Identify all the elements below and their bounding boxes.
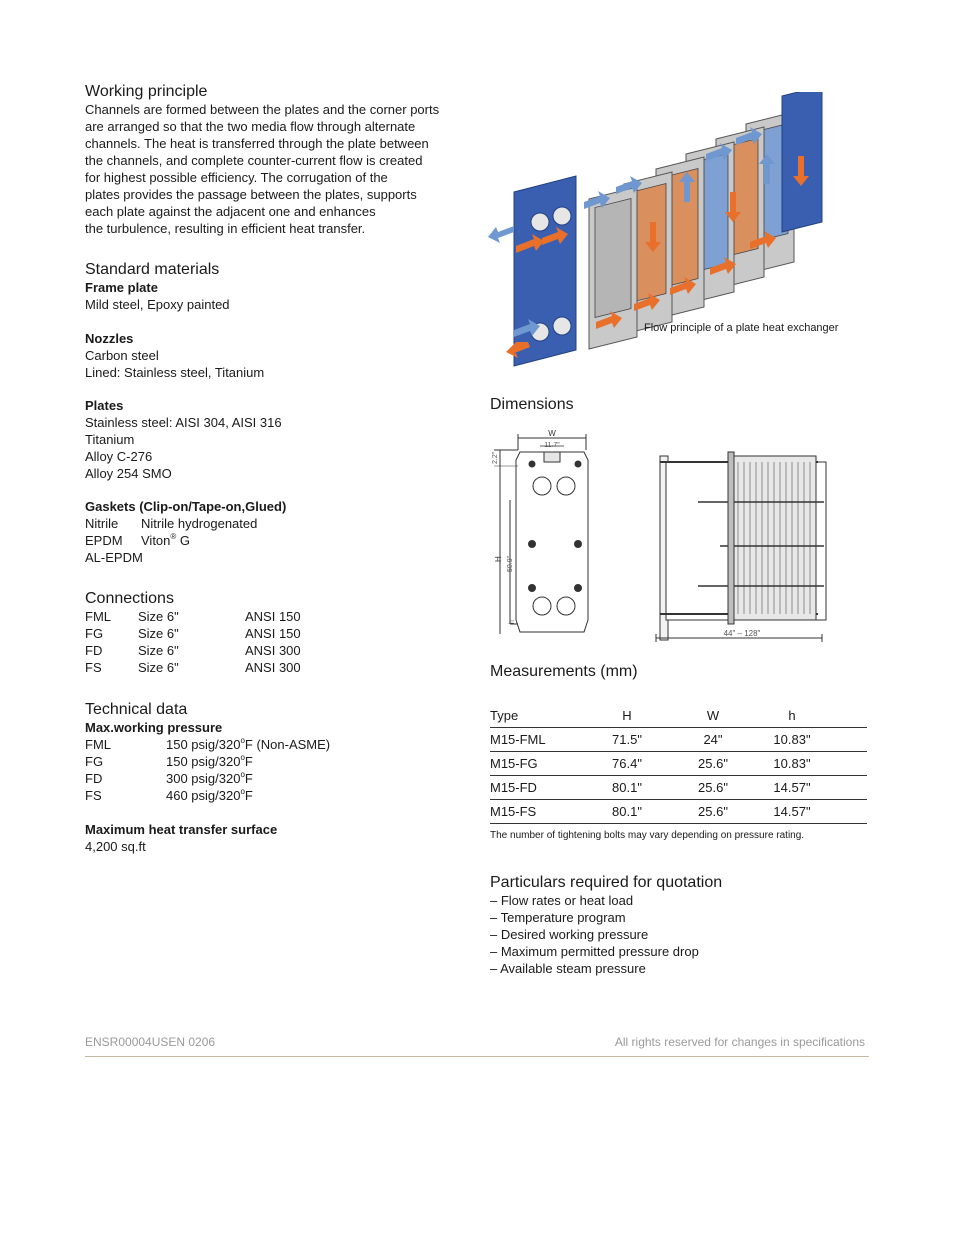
table-row [490,776,867,800]
text-line: Channels are formed between the plates and the corner ports [85,102,440,117]
list-item: – Desired working pressure [490,927,649,942]
text-line: channels. The heat is transferred through the plate between [85,136,429,151]
port-h-cell: 14.57" [768,800,816,824]
pressure-type: FML [85,737,111,752]
gasket-type: Nitrile hydrogenated [141,516,258,531]
pressure-row [85,787,475,804]
connection-rating: ANSI 150 [245,609,301,624]
plates-material: Titanium [85,432,135,447]
dimensions-section [490,395,574,414]
pressure-value: 150 psig/320 [166,737,241,752]
working-principle-heading: Working principle [85,83,208,100]
pressure-value: 150 psig/320 [166,754,241,769]
pressure-type: FG [85,754,104,769]
nozzles-title: Nozzles [85,331,134,346]
w-cell: 25.6" [658,800,768,824]
cold-flow-arrow-icon [488,226,514,243]
table-header-row [490,703,867,728]
degree-mark: o [240,770,245,779]
list-item: – Temperature program [490,910,626,925]
text-line: plates provides the passage between the plates, supports [85,187,417,202]
text-line: are arranged so that the two media flow through alternate [85,119,416,134]
quotation-heading: Particulars required for quotation [490,874,723,891]
connection-size: Size 6" [138,626,179,641]
plates-title: Plates [85,398,124,413]
pressure-unit: F (Non-ASME) [244,737,331,752]
standard-materials-section [85,260,475,566]
connection-type: FS [85,660,102,675]
pressure-unit: F [244,788,253,803]
type-cell: M15-FD [490,776,596,800]
gasket-type: Viton [141,533,171,548]
pressure-type: FS [85,788,102,803]
text-line: for highest possible efficiency. The corrugation of the [85,170,388,185]
list-item: – Available steam pressure [490,961,646,976]
connection-type: FML [85,609,111,624]
technical-data-section [85,700,475,855]
port-height-label: h [509,620,516,624]
column-header: h [768,703,816,728]
h-cell: 80.1" [596,776,658,800]
inner-width-label: 11.7" [544,442,560,449]
table-row [490,752,867,776]
surface-value: 4,200 sq.ft [85,839,146,854]
h-cell: 71.5" [596,728,658,752]
list-item: – Maximum permitted pressure drop [490,944,699,959]
connection-type: FD [85,643,103,658]
text-line: the channels, and complete counter-current flow is created [85,153,423,168]
dimension-drawing [488,428,872,644]
port-h-cell: 14.57" [768,776,816,800]
gasket-type: AL-EPDM [85,550,143,565]
connection-type: FG [85,626,104,641]
working-principle-section [85,82,475,237]
height-value-label: 50.9" [507,555,514,572]
connection-rating: ANSI 300 [245,643,301,658]
port-h-cell: 10.83" [768,728,816,752]
plates-material: Stainless steel: AISI 304, AISI 316 [85,415,282,430]
surface-title: Maximum heat transfer surface [85,822,278,837]
gasket-row [85,515,475,532]
degree-mark: o [240,753,245,762]
height-label: H [494,556,503,562]
column-header: H [596,703,658,728]
front-view [494,434,588,634]
connection-row [85,608,475,625]
w-cell: 25.6" [658,752,768,776]
dimensions-heading: Dimensions [490,396,574,413]
illustration-caption: Flow principle of a plate heat exchanger [644,322,839,334]
port-icon [531,213,549,231]
standard-materials-heading: Standard materials [85,261,220,278]
connection-size: Size 6" [138,643,179,658]
connection-row [85,625,475,642]
pressure-row [85,736,475,753]
column-header: Type [490,703,596,728]
type-cell: M15-FG [490,752,596,776]
connection-rating: ANSI 300 [245,660,301,675]
side-view [656,452,826,642]
connection-rating: ANSI 150 [245,626,301,641]
pressure-title: Max.working pressure [85,720,223,735]
gasket-type: Nitrile [85,516,119,531]
gasket-row [85,532,475,549]
type-cell: M15-FML [490,728,596,752]
pressure-row [85,753,475,770]
w-cell: 25.6" [658,776,768,800]
port-icon [553,317,571,335]
pressure-value: 460 psig/320 [166,788,241,803]
list-item: – Flow rates or heat load [490,893,634,908]
width-label: W [548,429,556,438]
plates-material: Alloy C-276 [85,449,153,464]
connection-row [85,642,475,659]
plates-material: Alloy 254 SMO [85,466,172,481]
text-line: each plate against the adjacent one and enhances [85,204,376,219]
pressure-unit: F [244,771,253,786]
gasket-type: EPDM [85,533,123,548]
gasket-type: G [176,533,191,548]
h-cell: 80.1" [596,800,658,824]
port-h-cell: 10.83" [768,752,816,776]
connection-row [85,659,475,676]
h-cell: 76.4" [596,752,658,776]
connection-size: Size 6" [138,609,179,624]
port-icon [553,207,571,225]
w-cell: 24" [658,728,768,752]
connections-heading: Connections [85,590,174,607]
working-principle-text [85,101,475,237]
top-offset-label: 2.2" [492,451,499,464]
frame-plate-title: Frame plate [85,280,158,295]
pressure-value: 300 psig/320 [166,771,241,786]
registered-mark: ® [170,532,177,541]
length-label: 44" – 128" [723,629,761,638]
pressure-type: FD [85,771,103,786]
connections-section [85,589,475,676]
rights-notice: All rights reserved for changes in specifications [614,1035,865,1049]
degree-mark: o [240,787,245,796]
type-cell: M15-FS [490,800,596,824]
table-row [490,728,867,752]
document-code: ENSR00004USEN 0206 [85,1035,216,1049]
measurements-heading: Measurements (mm) [490,663,638,680]
connection-size: Size 6" [138,660,179,675]
frame-plate-material: Mild steel, Epoxy painted [85,297,230,312]
nozzles-material: Carbon steel [85,348,159,363]
table-row [490,800,867,824]
footer-divider [85,1056,869,1057]
degree-mark: o [240,736,245,745]
column-header: W [658,703,768,728]
pressure-row [85,770,475,787]
technical-data-heading: Technical data [85,701,188,718]
measurements-table [490,703,867,824]
text-line: the turbulence, resulting in efficient heat transfer. [85,221,366,236]
table-note: The number of tightening bolts may vary depending on pressure rating. [490,830,805,841]
pressure-unit: F [244,754,253,769]
quotation-section [490,873,867,977]
nozzles-material: Lined: Stainless steel, Titanium [85,365,265,380]
measurements-section [490,662,867,841]
gaskets-title: Gaskets (Clip-on/Tape-on,Glued) [85,499,287,514]
plate-pack [589,112,794,349]
